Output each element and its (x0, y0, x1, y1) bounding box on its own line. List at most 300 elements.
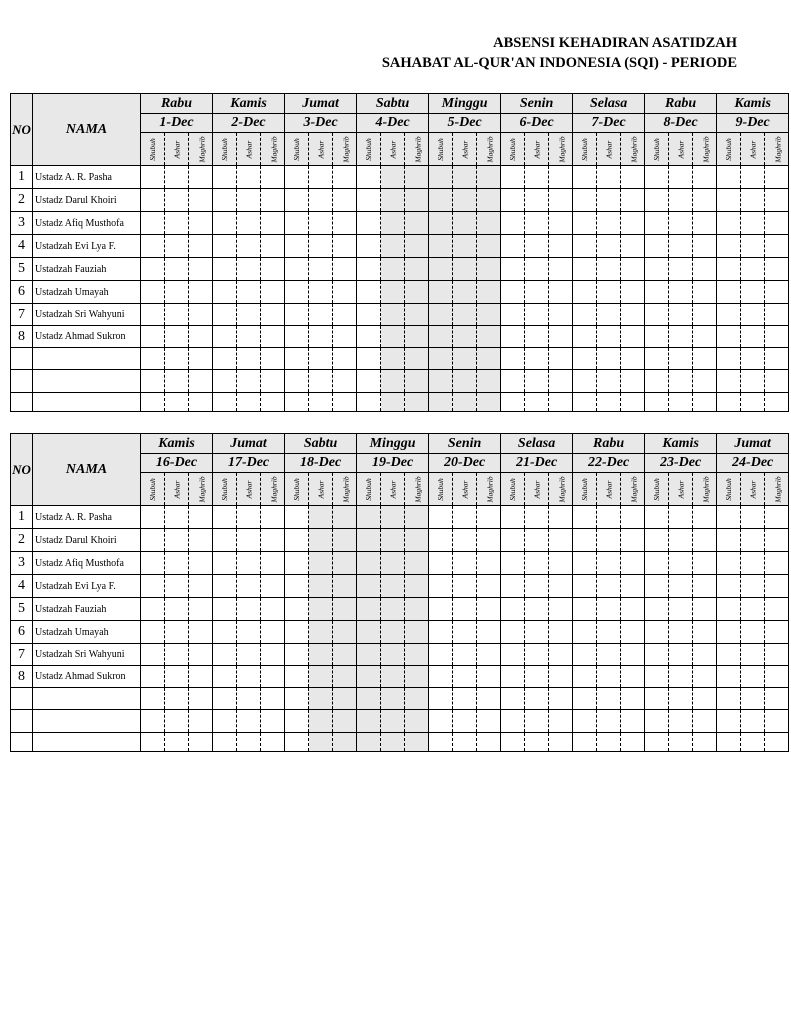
attendance-cell[interactable] (549, 506, 573, 529)
attendance-cell[interactable] (237, 281, 261, 304)
attendance-cell[interactable] (573, 598, 597, 621)
attendance-cell[interactable] (669, 258, 693, 281)
attendance-cell[interactable] (237, 598, 261, 621)
attendance-cell[interactable] (381, 258, 405, 281)
attendance-cell[interactable] (141, 688, 165, 710)
attendance-cell[interactable] (381, 166, 405, 189)
attendance-cell[interactable] (357, 166, 381, 189)
attendance-cell[interactable] (213, 166, 237, 189)
attendance-cell[interactable] (405, 529, 429, 552)
attendance-cell[interactable] (261, 575, 285, 598)
attendance-cell[interactable] (741, 733, 765, 752)
attendance-cell[interactable] (669, 575, 693, 598)
attendance-cell[interactable] (405, 258, 429, 281)
attendance-cell[interactable] (765, 575, 789, 598)
attendance-cell[interactable] (669, 281, 693, 304)
attendance-cell[interactable] (213, 281, 237, 304)
attendance-cell[interactable] (285, 644, 309, 666)
attendance-cell[interactable] (645, 370, 669, 393)
attendance-cell[interactable] (357, 733, 381, 752)
attendance-cell[interactable] (525, 621, 549, 644)
attendance-cell[interactable] (741, 370, 765, 393)
attendance-cell[interactable] (237, 189, 261, 212)
attendance-cell[interactable] (237, 575, 261, 598)
attendance-cell[interactable] (405, 598, 429, 621)
attendance-cell[interactable] (741, 688, 765, 710)
attendance-cell[interactable] (381, 598, 405, 621)
attendance-cell[interactable] (357, 644, 381, 666)
attendance-cell[interactable] (285, 281, 309, 304)
attendance-cell[interactable] (213, 348, 237, 370)
attendance-cell[interactable] (141, 258, 165, 281)
attendance-cell[interactable] (525, 212, 549, 235)
attendance-cell[interactable] (693, 326, 717, 348)
attendance-cell[interactable] (741, 348, 765, 370)
attendance-cell[interactable] (189, 393, 213, 412)
attendance-cell[interactable] (261, 370, 285, 393)
attendance-cell[interactable] (285, 258, 309, 281)
attendance-cell[interactable] (165, 598, 189, 621)
attendance-cell[interactable] (621, 644, 645, 666)
attendance-cell[interactable] (477, 304, 501, 326)
attendance-cell[interactable] (141, 666, 165, 688)
attendance-cell[interactable] (381, 666, 405, 688)
attendance-cell[interactable] (477, 281, 501, 304)
attendance-cell[interactable] (429, 666, 453, 688)
attendance-cell[interactable] (597, 733, 621, 752)
attendance-cell[interactable] (501, 393, 525, 412)
attendance-cell[interactable] (261, 644, 285, 666)
attendance-cell[interactable] (333, 212, 357, 235)
attendance-cell[interactable] (573, 393, 597, 412)
attendance-cell[interactable] (141, 733, 165, 752)
attendance-cell[interactable] (765, 621, 789, 644)
attendance-cell[interactable] (453, 348, 477, 370)
attendance-cell[interactable] (549, 575, 573, 598)
attendance-cell[interactable] (141, 212, 165, 235)
attendance-cell[interactable] (525, 235, 549, 258)
attendance-cell[interactable] (285, 326, 309, 348)
attendance-cell[interactable] (309, 644, 333, 666)
attendance-cell[interactable] (717, 370, 741, 393)
attendance-cell[interactable] (717, 235, 741, 258)
attendance-cell[interactable] (333, 733, 357, 752)
attendance-cell[interactable] (525, 393, 549, 412)
attendance-cell[interactable] (525, 688, 549, 710)
attendance-cell[interactable] (549, 212, 573, 235)
attendance-cell[interactable] (189, 281, 213, 304)
attendance-cell[interactable] (597, 189, 621, 212)
attendance-cell[interactable] (501, 304, 525, 326)
attendance-cell[interactable] (237, 258, 261, 281)
attendance-cell[interactable] (549, 666, 573, 688)
attendance-cell[interactable] (405, 666, 429, 688)
attendance-cell[interactable] (213, 304, 237, 326)
attendance-cell[interactable] (261, 506, 285, 529)
attendance-cell[interactable] (453, 166, 477, 189)
attendance-cell[interactable] (621, 393, 645, 412)
attendance-cell[interactable] (405, 621, 429, 644)
attendance-cell[interactable] (549, 235, 573, 258)
attendance-cell[interactable] (573, 281, 597, 304)
attendance-cell[interactable] (141, 189, 165, 212)
attendance-cell[interactable] (357, 598, 381, 621)
attendance-cell[interactable] (189, 552, 213, 575)
attendance-cell[interactable] (429, 393, 453, 412)
attendance-cell[interactable] (501, 710, 525, 733)
attendance-cell[interactable] (453, 710, 477, 733)
attendance-cell[interactable] (765, 552, 789, 575)
attendance-cell[interactable] (381, 688, 405, 710)
attendance-cell[interactable] (669, 326, 693, 348)
attendance-cell[interactable] (573, 326, 597, 348)
attendance-cell[interactable] (309, 258, 333, 281)
attendance-cell[interactable] (717, 348, 741, 370)
attendance-cell[interactable] (141, 370, 165, 393)
attendance-cell[interactable] (597, 235, 621, 258)
attendance-cell[interactable] (693, 258, 717, 281)
attendance-cell[interactable] (309, 393, 333, 412)
attendance-cell[interactable] (549, 733, 573, 752)
attendance-cell[interactable] (381, 235, 405, 258)
attendance-cell[interactable] (429, 644, 453, 666)
attendance-cell[interactable] (597, 598, 621, 621)
attendance-cell[interactable] (597, 281, 621, 304)
attendance-cell[interactable] (477, 326, 501, 348)
attendance-cell[interactable] (381, 710, 405, 733)
attendance-cell[interactable] (477, 348, 501, 370)
attendance-cell[interactable] (141, 575, 165, 598)
attendance-cell[interactable] (765, 304, 789, 326)
attendance-cell[interactable] (429, 326, 453, 348)
attendance-cell[interactable] (765, 529, 789, 552)
attendance-cell[interactable] (309, 212, 333, 235)
attendance-cell[interactable] (741, 575, 765, 598)
attendance-cell[interactable] (525, 166, 549, 189)
attendance-cell[interactable] (261, 393, 285, 412)
attendance-cell[interactable] (573, 258, 597, 281)
attendance-cell[interactable] (429, 598, 453, 621)
attendance-cell[interactable] (549, 621, 573, 644)
attendance-cell[interactable] (285, 733, 309, 752)
attendance-cell[interactable] (645, 666, 669, 688)
attendance-cell[interactable] (669, 552, 693, 575)
attendance-cell[interactable] (573, 621, 597, 644)
attendance-cell[interactable] (285, 506, 309, 529)
attendance-cell[interactable] (357, 621, 381, 644)
attendance-cell[interactable] (693, 281, 717, 304)
attendance-cell[interactable] (429, 506, 453, 529)
attendance-cell[interactable] (525, 348, 549, 370)
attendance-cell[interactable] (525, 326, 549, 348)
attendance-cell[interactable] (141, 166, 165, 189)
attendance-cell[interactable] (741, 621, 765, 644)
attendance-cell[interactable] (237, 370, 261, 393)
attendance-cell[interactable] (333, 666, 357, 688)
attendance-cell[interactable] (141, 506, 165, 529)
attendance-cell[interactable] (501, 598, 525, 621)
attendance-cell[interactable] (549, 166, 573, 189)
attendance-cell[interactable] (645, 348, 669, 370)
attendance-cell[interactable] (765, 506, 789, 529)
attendance-cell[interactable] (285, 166, 309, 189)
attendance-cell[interactable] (477, 212, 501, 235)
attendance-cell[interactable] (165, 575, 189, 598)
attendance-cell[interactable] (717, 688, 741, 710)
attendance-cell[interactable] (477, 621, 501, 644)
attendance-cell[interactable] (381, 370, 405, 393)
attendance-cell[interactable] (237, 304, 261, 326)
attendance-cell[interactable] (621, 506, 645, 529)
attendance-cell[interactable] (645, 506, 669, 529)
attendance-cell[interactable] (333, 688, 357, 710)
attendance-cell[interactable] (477, 666, 501, 688)
attendance-cell[interactable] (717, 258, 741, 281)
attendance-cell[interactable] (621, 212, 645, 235)
attendance-cell[interactable] (717, 393, 741, 412)
attendance-cell[interactable] (141, 235, 165, 258)
attendance-cell[interactable] (717, 506, 741, 529)
attendance-cell[interactable] (621, 688, 645, 710)
attendance-cell[interactable] (645, 644, 669, 666)
attendance-cell[interactable] (597, 506, 621, 529)
attendance-cell[interactable] (189, 235, 213, 258)
attendance-cell[interactable] (501, 189, 525, 212)
attendance-cell[interactable] (357, 235, 381, 258)
attendance-cell[interactable] (717, 710, 741, 733)
attendance-cell[interactable] (621, 370, 645, 393)
attendance-cell[interactable] (261, 189, 285, 212)
attendance-cell[interactable] (573, 235, 597, 258)
attendance-cell[interactable] (453, 393, 477, 412)
attendance-cell[interactable] (261, 552, 285, 575)
attendance-cell[interactable] (261, 304, 285, 326)
attendance-cell[interactable] (741, 304, 765, 326)
attendance-cell[interactable] (213, 733, 237, 752)
attendance-cell[interactable] (189, 529, 213, 552)
attendance-cell[interactable] (669, 189, 693, 212)
attendance-cell[interactable] (237, 212, 261, 235)
attendance-cell[interactable] (333, 552, 357, 575)
attendance-cell[interactable] (765, 235, 789, 258)
attendance-cell[interactable] (333, 235, 357, 258)
attendance-cell[interactable] (597, 710, 621, 733)
attendance-cell[interactable] (645, 575, 669, 598)
attendance-cell[interactable] (621, 348, 645, 370)
attendance-cell[interactable] (453, 326, 477, 348)
attendance-cell[interactable] (573, 710, 597, 733)
attendance-cell[interactable] (141, 348, 165, 370)
attendance-cell[interactable] (717, 304, 741, 326)
attendance-cell[interactable] (357, 575, 381, 598)
attendance-cell[interactable] (333, 621, 357, 644)
attendance-cell[interactable] (189, 326, 213, 348)
attendance-cell[interactable] (717, 552, 741, 575)
attendance-cell[interactable] (213, 688, 237, 710)
attendance-cell[interactable] (165, 552, 189, 575)
attendance-cell[interactable] (501, 644, 525, 666)
attendance-cell[interactable] (261, 621, 285, 644)
attendance-cell[interactable] (597, 348, 621, 370)
attendance-cell[interactable] (453, 644, 477, 666)
attendance-cell[interactable] (645, 688, 669, 710)
attendance-cell[interactable] (213, 666, 237, 688)
attendance-cell[interactable] (525, 644, 549, 666)
attendance-cell[interactable] (501, 666, 525, 688)
attendance-cell[interactable] (765, 688, 789, 710)
attendance-cell[interactable] (597, 304, 621, 326)
attendance-cell[interactable] (525, 666, 549, 688)
attendance-cell[interactable] (429, 621, 453, 644)
attendance-cell[interactable] (549, 258, 573, 281)
attendance-cell[interactable] (405, 552, 429, 575)
attendance-cell[interactable] (429, 258, 453, 281)
attendance-cell[interactable] (669, 529, 693, 552)
attendance-cell[interactable] (525, 189, 549, 212)
attendance-cell[interactable] (693, 598, 717, 621)
attendance-cell[interactable] (405, 688, 429, 710)
attendance-cell[interactable] (597, 688, 621, 710)
attendance-cell[interactable] (765, 393, 789, 412)
attendance-cell[interactable] (141, 326, 165, 348)
attendance-cell[interactable] (237, 166, 261, 189)
attendance-cell[interactable] (669, 666, 693, 688)
attendance-cell[interactable] (693, 304, 717, 326)
attendance-cell[interactable] (261, 710, 285, 733)
attendance-cell[interactable] (765, 598, 789, 621)
attendance-cell[interactable] (669, 348, 693, 370)
attendance-cell[interactable] (741, 644, 765, 666)
attendance-cell[interactable] (309, 688, 333, 710)
attendance-cell[interactable] (549, 688, 573, 710)
attendance-cell[interactable] (573, 370, 597, 393)
attendance-cell[interactable] (381, 621, 405, 644)
attendance-cell[interactable] (477, 166, 501, 189)
attendance-cell[interactable] (501, 529, 525, 552)
attendance-cell[interactable] (333, 644, 357, 666)
attendance-cell[interactable] (261, 212, 285, 235)
attendance-cell[interactable] (405, 304, 429, 326)
attendance-cell[interactable] (213, 326, 237, 348)
attendance-cell[interactable] (189, 644, 213, 666)
attendance-cell[interactable] (525, 710, 549, 733)
attendance-cell[interactable] (165, 688, 189, 710)
attendance-cell[interactable] (621, 304, 645, 326)
attendance-cell[interactable] (141, 529, 165, 552)
attendance-cell[interactable] (525, 304, 549, 326)
attendance-cell[interactable] (429, 189, 453, 212)
attendance-cell[interactable] (381, 506, 405, 529)
attendance-cell[interactable] (261, 688, 285, 710)
attendance-cell[interactable] (741, 598, 765, 621)
attendance-cell[interactable] (693, 166, 717, 189)
attendance-cell[interactable] (453, 575, 477, 598)
attendance-cell[interactable] (645, 212, 669, 235)
attendance-cell[interactable] (309, 621, 333, 644)
attendance-cell[interactable] (669, 235, 693, 258)
attendance-cell[interactable] (669, 598, 693, 621)
attendance-cell[interactable] (213, 370, 237, 393)
attendance-cell[interactable] (285, 370, 309, 393)
attendance-cell[interactable] (573, 506, 597, 529)
attendance-cell[interactable] (213, 235, 237, 258)
attendance-cell[interactable] (309, 304, 333, 326)
attendance-cell[interactable] (333, 189, 357, 212)
attendance-cell[interactable] (645, 710, 669, 733)
attendance-cell[interactable] (525, 370, 549, 393)
attendance-cell[interactable] (453, 688, 477, 710)
attendance-cell[interactable] (405, 281, 429, 304)
attendance-cell[interactable] (357, 506, 381, 529)
attendance-cell[interactable] (645, 166, 669, 189)
attendance-cell[interactable] (741, 212, 765, 235)
attendance-cell[interactable] (669, 710, 693, 733)
attendance-cell[interactable] (381, 348, 405, 370)
attendance-cell[interactable] (357, 258, 381, 281)
attendance-cell[interactable] (381, 189, 405, 212)
attendance-cell[interactable] (165, 644, 189, 666)
attendance-cell[interactable] (597, 644, 621, 666)
attendance-cell[interactable] (213, 506, 237, 529)
attendance-cell[interactable] (741, 529, 765, 552)
attendance-cell[interactable] (765, 370, 789, 393)
attendance-cell[interactable] (453, 212, 477, 235)
attendance-cell[interactable] (141, 281, 165, 304)
attendance-cell[interactable] (573, 552, 597, 575)
attendance-cell[interactable] (477, 258, 501, 281)
attendance-cell[interactable] (453, 506, 477, 529)
attendance-cell[interactable] (501, 733, 525, 752)
attendance-cell[interactable] (189, 621, 213, 644)
attendance-cell[interactable] (717, 212, 741, 235)
attendance-cell[interactable] (501, 212, 525, 235)
attendance-cell[interactable] (549, 370, 573, 393)
attendance-cell[interactable] (213, 189, 237, 212)
attendance-cell[interactable] (693, 644, 717, 666)
attendance-cell[interactable] (645, 189, 669, 212)
attendance-cell[interactable] (621, 258, 645, 281)
attendance-cell[interactable] (429, 281, 453, 304)
attendance-cell[interactable] (285, 575, 309, 598)
attendance-cell[interactable] (237, 348, 261, 370)
attendance-cell[interactable] (765, 212, 789, 235)
attendance-cell[interactable] (597, 575, 621, 598)
attendance-cell[interactable] (693, 666, 717, 688)
attendance-cell[interactable] (213, 598, 237, 621)
attendance-cell[interactable] (669, 733, 693, 752)
attendance-cell[interactable] (693, 552, 717, 575)
attendance-cell[interactable] (237, 529, 261, 552)
attendance-cell[interactable] (357, 326, 381, 348)
attendance-cell[interactable] (189, 189, 213, 212)
attendance-cell[interactable] (285, 710, 309, 733)
attendance-cell[interactable] (669, 304, 693, 326)
attendance-cell[interactable] (741, 258, 765, 281)
attendance-cell[interactable] (309, 326, 333, 348)
attendance-cell[interactable] (669, 644, 693, 666)
attendance-cell[interactable] (165, 258, 189, 281)
attendance-cell[interactable] (525, 598, 549, 621)
attendance-cell[interactable] (141, 710, 165, 733)
attendance-cell[interactable] (309, 348, 333, 370)
attendance-cell[interactable] (525, 733, 549, 752)
attendance-cell[interactable] (333, 506, 357, 529)
attendance-cell[interactable] (717, 189, 741, 212)
attendance-cell[interactable] (285, 529, 309, 552)
attendance-cell[interactable] (381, 733, 405, 752)
attendance-cell[interactable] (165, 212, 189, 235)
attendance-cell[interactable] (645, 393, 669, 412)
